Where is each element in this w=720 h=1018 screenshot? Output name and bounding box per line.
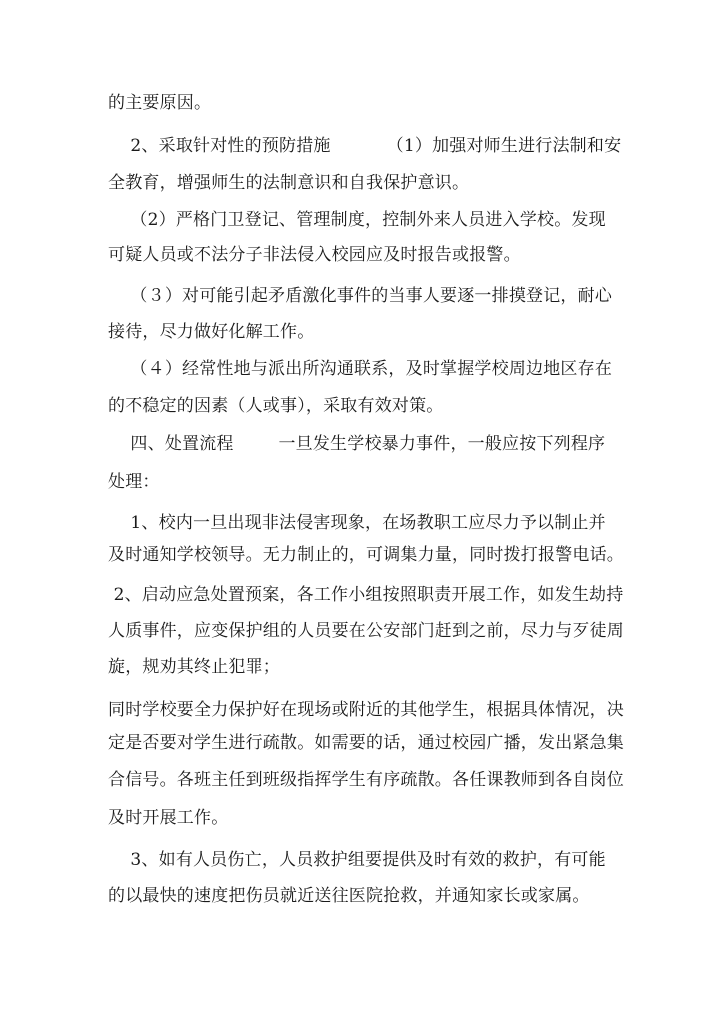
text-line: 的以最快的速度把伤员就近送往医院抢救，并通知家长或家属。 bbox=[108, 886, 590, 906]
text-line: 2、启动应急处置预案，各工作小组按照职责开展工作，如发生劫持 bbox=[108, 585, 624, 605]
text-line: 1、校内一旦出现非法侵害现象，在场教职工应尽力予以制止并 bbox=[108, 513, 606, 533]
text-line: 的主要原因。 bbox=[108, 93, 212, 113]
text-line: 旋，规劝其终止犯罪； bbox=[108, 657, 280, 677]
text-line: 的不稳定的因素（人或事），采取有效对策。 bbox=[108, 396, 444, 416]
text-line: （４）经常性地与派出所沟通联系，及时掌握学校周边地区存在 bbox=[108, 359, 613, 379]
text-line: 处理： bbox=[108, 472, 160, 492]
text-line: 及时开展工作。 bbox=[108, 808, 229, 828]
text-line: 全教育，增强师生的法制意识和自我保护意识。 bbox=[108, 173, 470, 193]
text-line: （2）严格门卫登记、管理制度，控制外来人员进入学校。发现 bbox=[108, 210, 606, 230]
text-line: 接待，尽力做好化解工作。 bbox=[108, 322, 315, 342]
text-line: 2、采取针对性的预防措施 （1）加强对师生进行法制和安 bbox=[108, 136, 622, 156]
text-line: 可疑人员或不法分子非法侵入校园应及时报告或报警。 bbox=[108, 245, 521, 265]
text-line: 人质事件，应变保护组的人员要在公安部门赶到之前，尽力与歹徒周 bbox=[108, 621, 624, 641]
text-line: 四、处置流程 一旦发生学校暴力事件，一般应按下列程序 bbox=[108, 434, 606, 454]
text-line: 定是否要对学生进行疏散。如需要的话，通过校园广播，发出紧急集 bbox=[108, 733, 624, 753]
text-line: 及时通知学校领导。无力制止的，可调集力量，同时拨打报警电话。 bbox=[108, 545, 624, 565]
text-line: 同时学校要全力保护好在现场或附近的其他学生，根据具体情况，决 bbox=[108, 700, 624, 720]
text-line: 合信号。各班主任到班级指挥学生有序疏散。各任课教师到各自岗位 bbox=[108, 770, 624, 790]
text-line: （３）对可能引起矛盾激化事件的当事人要逐一排摸登记，耐心 bbox=[108, 286, 613, 306]
text-line: 3、如有人员伤亡，人员救护组要提供及时有效的救护，有可能 bbox=[108, 850, 606, 870]
